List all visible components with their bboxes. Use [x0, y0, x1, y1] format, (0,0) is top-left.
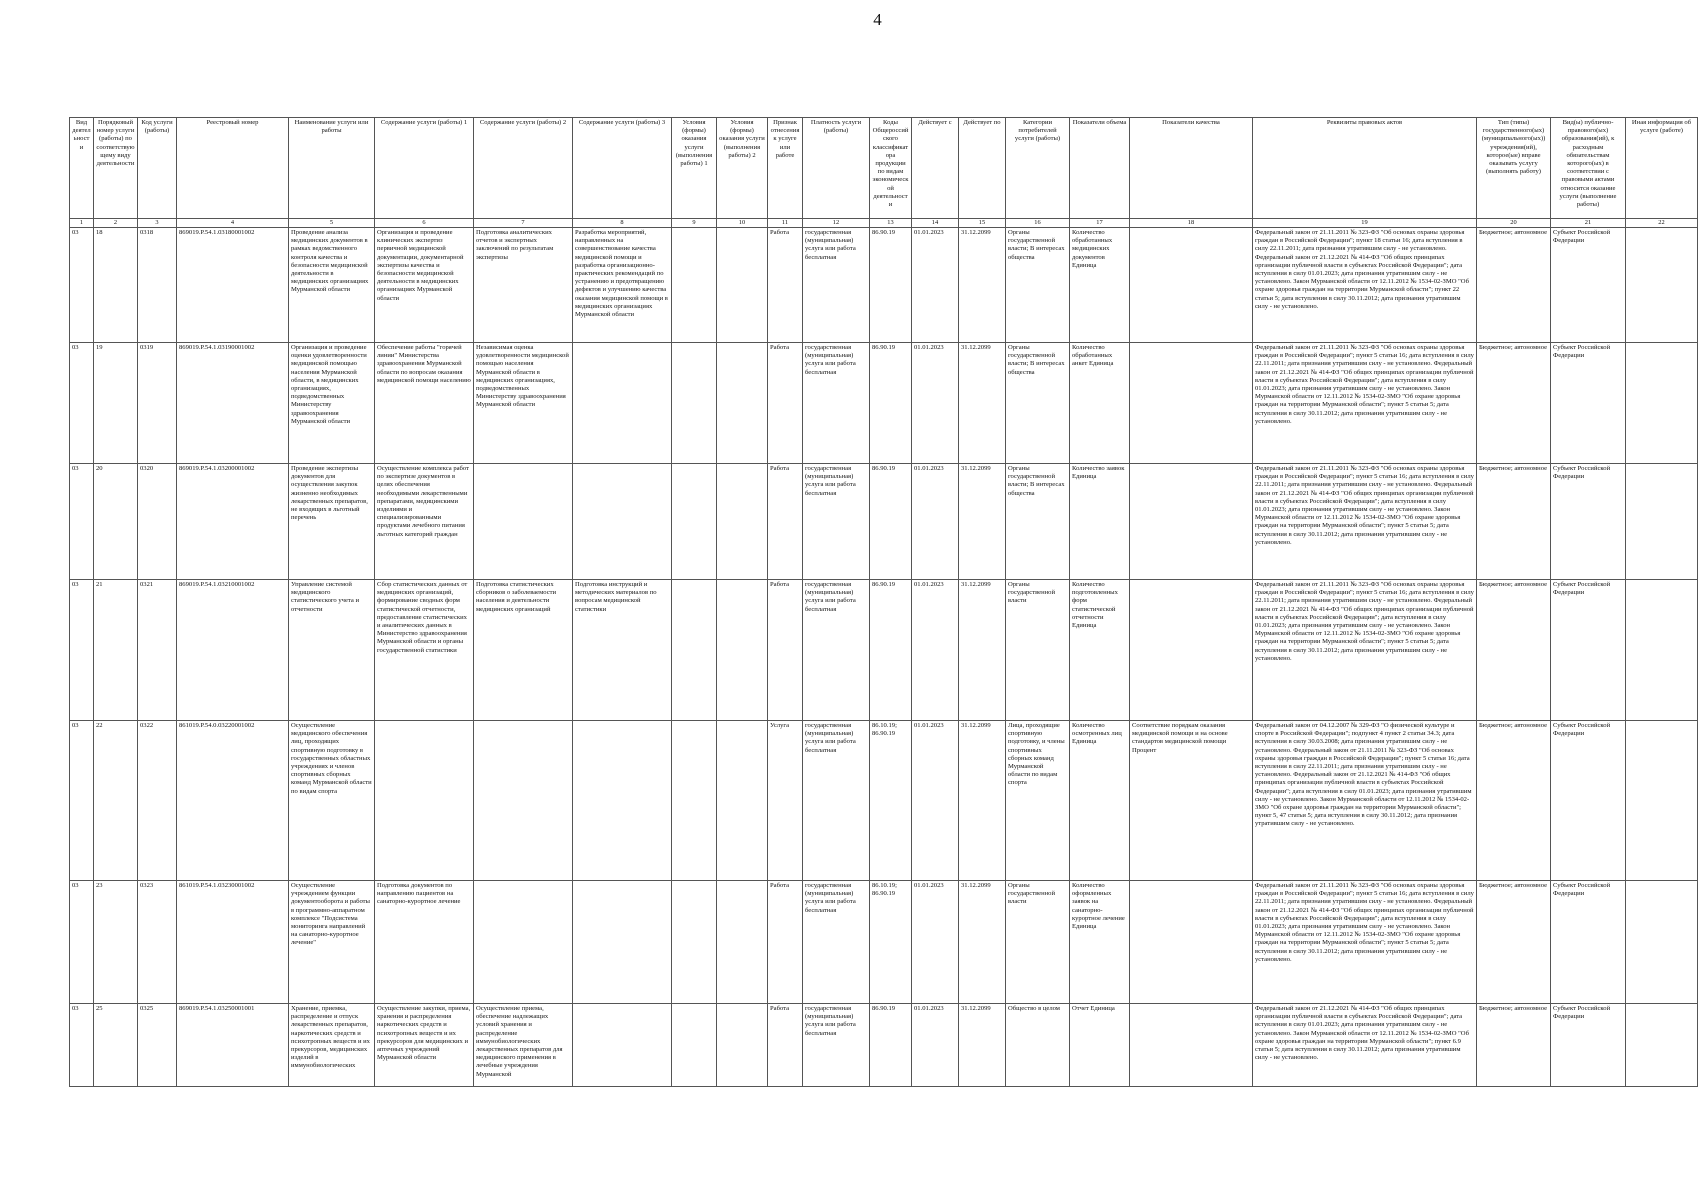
table-cell: Бюджетное; автономное: [1477, 1004, 1551, 1087]
header-row: [70, 118, 1698, 219]
table-cell: Бюджетное; автономное: [1477, 343, 1551, 464]
table-cell: Подготовка инструкций и методических материалов по вопросам медицинской статистики: [573, 580, 672, 721]
table-cell: [573, 721, 672, 881]
table-cell: Органы государственной власти: [1006, 580, 1070, 721]
table-cell: [672, 580, 717, 721]
table-cell: [573, 1004, 672, 1087]
table-cell: Осуществление комплекса работ по экспертизе документов в целях обеспечения необходимыми лекарственными препаратами, медицинскими изделиями и специализированными продуктами лечебного питания льготных категорий граждан: [375, 464, 474, 580]
header-cell: Содержание услуги (работы) 2: [474, 118, 573, 219]
table-cell: 20: [94, 464, 138, 580]
table-cell: 01.01.2023: [912, 228, 959, 343]
services-register-table: [69, 117, 1698, 1087]
header-cell: Вид(ы) публично-правового(ых) образования(ий), к расходным обязательствам которого(ых) в соответствии с правовыми актами относится оказание услуги (выполнение работы): [1551, 118, 1626, 219]
table-cell: Бюджетное; автономное: [1477, 721, 1551, 881]
column-number: 6: [375, 219, 474, 228]
table-cell: Сбор статистических данных от медицинских организаций, формирование сводных форм статистической отчетности, предоставление статистических и аналитических данных в Министерство здравоохранения Мурманской области и органы государственной статистики: [375, 580, 474, 721]
header-cell: Реестровый номер: [177, 118, 289, 219]
table-cell: [717, 228, 768, 343]
table-cell: 22: [94, 721, 138, 881]
table-cell: государственная (муниципальная) услуга или работа бесплатная: [803, 721, 870, 881]
table-cell: [573, 881, 672, 1004]
column-number: 9: [672, 219, 717, 228]
table-cell: 0318: [138, 228, 177, 343]
table-cell: [672, 228, 717, 343]
header-cell: Реквизиты правовых актов: [1253, 118, 1477, 219]
table-cell: Работа: [768, 881, 803, 1004]
table-cell: Бюджетное; автономное: [1477, 228, 1551, 343]
table-cell: Независимая оценка удовлетворенности медицинской помощью населения Мурманской области в медицинских организациях, подведомственных Министерству здравоохранения Мурманской области: [474, 343, 573, 464]
table-cell: 03: [70, 343, 94, 464]
table-cell: 861019.Р.54.0.03220001002: [177, 721, 289, 881]
table-cell: [672, 1004, 717, 1087]
table-cell: Работа: [768, 464, 803, 580]
table-cell: 86.10.19; 86.90.19: [870, 721, 912, 881]
column-number: 7: [474, 219, 573, 228]
table-cell: [717, 580, 768, 721]
table-cell: Подготовка статистических сборников о заболеваемости населения и деятельности медицинских организаций: [474, 580, 573, 721]
table-cell: 0321: [138, 580, 177, 721]
table-cell: 0325: [138, 1004, 177, 1087]
table-cell: [1130, 464, 1253, 580]
table-cell: 86.90.19: [870, 343, 912, 464]
table-cell: Работа: [768, 228, 803, 343]
column-number-row: [70, 219, 1698, 228]
table-cell: государственная (муниципальная) услуга или работа бесплатная: [803, 228, 870, 343]
table-cell: Субъект Российской Федерации: [1551, 881, 1626, 1004]
table-cell: Субъект Российской Федерации: [1551, 228, 1626, 343]
column-number: 14: [912, 219, 959, 228]
table-cell: 03: [70, 464, 94, 580]
table-cell: Подготовка аналитических отчетов и экспертных заключений по результатам экспертизы: [474, 228, 573, 343]
column-number: 22: [1626, 219, 1698, 228]
table-cell: 01.01.2023: [912, 343, 959, 464]
table-cell: 86.90.19: [870, 464, 912, 580]
table-cell: Организация и проведение клинических экспертиз первичной медицинской документации, документарной экспертизы качества и безопасности медицинской деятельности в медицинских организациях Мурманской области: [375, 228, 474, 343]
table-cell: [1626, 580, 1698, 721]
table-cell: [1130, 343, 1253, 464]
table-cell: [573, 464, 672, 580]
table-cell: Субъект Российской Федерации: [1551, 580, 1626, 721]
table-cell: 86.90.19: [870, 1004, 912, 1087]
table-cell: государственная (муниципальная) услуга или работа бесплатная: [803, 1004, 870, 1087]
table-cell: Управление системой медицинского статистического учета и отчетности: [289, 580, 375, 721]
column-number: 19: [1253, 219, 1477, 228]
table-cell: [573, 343, 672, 464]
table-cell: 03: [70, 1004, 94, 1087]
header-cell: Действует с: [912, 118, 959, 219]
table-cell: [1626, 721, 1698, 881]
table-cell: [1626, 1004, 1698, 1087]
table-cell: Федеральный закон от 21.11.2011 № 323-ФЗ "Об основах охраны здоровья граждан в Российской Федерации"; пункт 18 статьи 16; дата вступления в силу 22.11.2011; дата признания утратившим силу - не установлено. Федеральный закон от 21.12.2021 № 414-ФЗ "Об общих принципах организации публичной власти в субъектах Российской Федерации"; дата вступления в силу 01.01.2023; дата признания утратившим силу - не установлено. Закон Мурманской области от 12.11.2012 № 1534-02-ЗМО "Об охране здоровья граждан на территории Мурманской области"; пункт 22 статьи 5; дата вступления в силу 30.11.2012; дата признания утратившим силу - не установлено.: [1253, 228, 1477, 343]
table-cell: Подготовка документов по направлению пациентов на санаторно-курортное лечение: [375, 881, 474, 1004]
table-cell: 31.12.2099: [959, 1004, 1006, 1087]
header-cell: Код услуги (работы): [138, 118, 177, 219]
header-cell: Условия (формы) оказания услуги (выполнения работы) 1: [672, 118, 717, 219]
table-cell: 03: [70, 580, 94, 721]
table-cell: Органы государственной власти; В интересах общества: [1006, 343, 1070, 464]
table-cell: [717, 881, 768, 1004]
table-cell: 0322: [138, 721, 177, 881]
table-cell: 03: [70, 881, 94, 1004]
table-cell: 31.12.2099: [959, 721, 1006, 881]
column-number: 17: [1070, 219, 1130, 228]
table-cell: 86.90.19: [870, 580, 912, 721]
table-cell: Количество обработанных анкет Единица: [1070, 343, 1130, 464]
header-cell: Условия (формы) оказания услуги (выполнения работы) 2: [717, 118, 768, 219]
column-number: 21: [1551, 219, 1626, 228]
table-row: [70, 721, 1698, 881]
header-cell: Иная информация об услуге (работе): [1626, 118, 1698, 219]
column-number: 15: [959, 219, 1006, 228]
table-cell: Органы государственной власти; В интересах общества: [1006, 464, 1070, 580]
table-cell: государственная (муниципальная) услуга или работа бесплатная: [803, 580, 870, 721]
table-cell: Количество осмотренных лиц Единица: [1070, 721, 1130, 881]
table-cell: Количество подготовленных форм статистической отчетности Единица: [1070, 580, 1130, 721]
header-cell: Платность услуги (работы): [803, 118, 870, 219]
column-number: 12: [803, 219, 870, 228]
table-cell: 03: [70, 721, 94, 881]
table-cell: Соответствие порядкам оказания медицинской помощи и на основе стандартов медицинской помощи Процент: [1130, 721, 1253, 881]
table-cell: государственная (муниципальная) услуга или работа бесплатная: [803, 881, 870, 1004]
table-cell: Количество заявок Единица: [1070, 464, 1130, 580]
table-row: [70, 1004, 1698, 1087]
table-cell: 31.12.2099: [959, 343, 1006, 464]
table-cell: [1130, 881, 1253, 1004]
column-number: 11: [768, 219, 803, 228]
table-cell: 19: [94, 343, 138, 464]
table-cell: Федеральный закон от 21.11.2011 № 323-ФЗ "Об основах охраны здоровья граждан в Российской Федерации"; пункт 5 статьи 16; дата вступления в силу 22.11.2011; дата признания утратившим силу - не установлено. Федеральный закон от 21.12.2021 № 414-ФЗ "Об общих принципах организации публичной власти в субъектах Российской Федерации"; дата вступления в силу 01.01.2023; дата признания утратившим силу - не установлено. Закон Мурманской области от 12.11.2012 № 1534-02-ЗМО "Об охране здоровья граждан на территории Мурманской области"; пункт 5 статьи 5; дата вступления в силу 30.11.2012; дата признания утратившим силу - не установлено.: [1253, 580, 1477, 721]
column-number: 1: [70, 219, 94, 228]
table-cell: Субъект Российской Федерации: [1551, 721, 1626, 881]
table-cell: Работа: [768, 343, 803, 464]
table-cell: 0323: [138, 881, 177, 1004]
header-cell: Категории потребителей услуги (работы): [1006, 118, 1070, 219]
table-cell: Федеральный закон от 21.12.2021 № 414-ФЗ "Об общих принципах организации публичной власти в субъектах Российской Федерации"; дата вступления в силу 01.01.2023; дата признания утратившим силу - не установлено. Закон Мурманской области от 12.11.2012 № 1534-02-ЗМО "Об охране здоровья граждан на территории Мурманской области"; пункт 6.9 статьи 5; дата вступления в силу 30.11.2012; дата признания утратившим силу - не установлено.: [1253, 1004, 1477, 1087]
header-cell: Коды Общероссийского классификатора продукции по видам экономической деятельности: [870, 118, 912, 219]
table-cell: Субъект Российской Федерации: [1551, 464, 1626, 580]
column-number: 3: [138, 219, 177, 228]
table-cell: 31.12.2099: [959, 228, 1006, 343]
header-cell: Содержание услуги (работы) 1: [375, 118, 474, 219]
table-row: [70, 464, 1698, 580]
table-cell: Обеспечение работы "горячей линии" Министерства здравоохранения Мурманской области по вопросам оказания медицинской помощи населению: [375, 343, 474, 464]
table-cell: Общество в целом: [1006, 1004, 1070, 1087]
table-cell: Работа: [768, 580, 803, 721]
column-number: 16: [1006, 219, 1070, 228]
column-number: 13: [870, 219, 912, 228]
table-cell: [1130, 1004, 1253, 1087]
table-cell: Лица, проходящие спортивную подготовку, и члены спортивных сборных команд Мурманской области по видам спорта: [1006, 721, 1070, 881]
column-number: 5: [289, 219, 375, 228]
column-number: 2: [94, 219, 138, 228]
table-row: [70, 580, 1698, 721]
table-cell: Бюджетное; автономное: [1477, 464, 1551, 580]
table-cell: Федеральный закон от 21.11.2011 № 323-ФЗ "Об основах охраны здоровья граждан в Российской Федерации"; пункт 5 статьи 16; дата вступления в силу 22.11.2011; дата признания утратившим силу - не установлено. Федеральный закон от 21.12.2021 № 414-ФЗ "Об общих принципах организации публичной власти в субъектах Российской Федерации"; дата вступления в силу 01.01.2023; дата признания утратившим силу - не установлено. Закон Мурманской области от 12.11.2012 № 1534-02-ЗМО "Об охране здоровья граждан на территории Мурманской области"; пункт 5 статьи 5; дата вступления в силу 30.11.2012; дата признания утратившим силу - не установлено.: [1253, 464, 1477, 580]
header-cell: Признак отнесения к услуге или работе: [768, 118, 803, 219]
table-cell: Субъект Российской Федерации: [1551, 1004, 1626, 1087]
table-cell: 869019.Р.54.1.03250001001: [177, 1004, 289, 1087]
header-cell: Показатели объема: [1070, 118, 1130, 219]
table-cell: Субъект Российской Федерации: [1551, 343, 1626, 464]
table-cell: Работа: [768, 1004, 803, 1087]
table-cell: Количество оформленных заявок на санаторно-курортное лечение Единица: [1070, 881, 1130, 1004]
header-cell: Вид деятельности: [70, 118, 94, 219]
table-cell: Осуществление учреждением функции документооборота и работы в программно-аппаратном комплексе "Подсистема мониторинга направлений на санаторно-курортное лечение": [289, 881, 375, 1004]
header-cell: Показатели качества: [1130, 118, 1253, 219]
table-cell: Бюджетное; автономное: [1477, 580, 1551, 721]
table-cell: [672, 464, 717, 580]
header-cell: Действует по: [959, 118, 1006, 219]
table-cell: Бюджетное; автономное: [1477, 881, 1551, 1004]
table-cell: 31.12.2099: [959, 881, 1006, 1004]
page-number: 4: [873, 10, 882, 29]
column-number: 8: [573, 219, 672, 228]
table-cell: [717, 721, 768, 881]
table-cell: 01.01.2023: [912, 881, 959, 1004]
table-cell: Федеральный закон от 21.11.2011 № 323-ФЗ "Об основах охраны здоровья граждан в Российской Федерации"; пункт 5 статьи 16; дата вступления в силу 22.11.2011; дата признания утратившим силу - не установлено. Федеральный закон от 21.12.2021 № 414-ФЗ "Об общих принципах организации публичной власти в субъектах Российской Федерации"; дата вступления в силу 01.01.2023; дата признания утратившим силу - не установлено. Закон Мурманской области от 12.11.2012 № 1534-02-ЗМО "Об охране здоровья граждан на территории Мурманской области"; пункт 5 статьи 5; дата вступления в силу 30.11.2012; дата признания утратившим силу - не установлено.: [1253, 881, 1477, 1004]
table-cell: 01.01.2023: [912, 721, 959, 881]
table-cell: 869019.Р.54.1.03210001002: [177, 580, 289, 721]
table-cell: 869019.Р.54.1.03200001002: [177, 464, 289, 580]
table-cell: 25: [94, 1004, 138, 1087]
table-cell: 86.10.19; 86.90.19: [870, 881, 912, 1004]
table-cell: 21: [94, 580, 138, 721]
table-cell: 18: [94, 228, 138, 343]
table-row: [70, 343, 1698, 464]
table-cell: Хранение, приемка, распределение и отпуск лекарственных препаратов, наркотических средств и психотропных веществ и их прекурсоров, медицинских изделий в иммунобиологических: [289, 1004, 375, 1087]
table-cell: 0319: [138, 343, 177, 464]
table-cell: [1626, 881, 1698, 1004]
table-cell: Услуга: [768, 721, 803, 881]
table-cell: 31.12.2099: [959, 464, 1006, 580]
column-number: 4: [177, 219, 289, 228]
table-cell: 01.01.2023: [912, 464, 959, 580]
table-row: [70, 881, 1698, 1004]
table-cell: Проведение анализа медицинских документов в рамках ведомственного контроля качества и безопасности медицинской деятельности в медицинских организациях Мурманской области: [289, 228, 375, 343]
column-number: 18: [1130, 219, 1253, 228]
table-cell: [1130, 580, 1253, 721]
table-row: [70, 228, 1698, 343]
table-cell: [672, 343, 717, 464]
table-cell: [717, 343, 768, 464]
table-cell: 869019.Р.54.1.03190001002: [177, 343, 289, 464]
table-cell: 03: [70, 228, 94, 343]
table-cell: Проведение экспертизы документов для осуществления закупок жизненно необходимых лекарственных препаратов, не входящих в льготный перечень: [289, 464, 375, 580]
table-cell: [672, 881, 717, 1004]
table-cell: 0320: [138, 464, 177, 580]
column-number: 10: [717, 219, 768, 228]
table-cell: государственная (муниципальная) услуга или работа бесплатная: [803, 464, 870, 580]
header-cell: Содержание услуги (работы) 3: [573, 118, 672, 219]
table-cell: [474, 881, 573, 1004]
header-cell: Порядковый номер услуги (работы) по соответствующему виду деятельности: [94, 118, 138, 219]
table-cell: Организация и проведение оценки удовлетворенности медицинской помощью населения Мурманской области, в медицинских организациях, подведомственных Министерству здравоохранения Мурманской области: [289, 343, 375, 464]
table-cell: 86.90.19: [870, 228, 912, 343]
table-cell: 869019.Р.54.1.03180001002: [177, 228, 289, 343]
table-cell: государственная (муниципальная) услуга или работа бесплатная: [803, 343, 870, 464]
table-cell: 01.01.2023: [912, 580, 959, 721]
table-cell: Органы государственной власти: [1006, 881, 1070, 1004]
table-cell: Разработка мероприятий, направленных на совершенствование качества медицинской помощи и разработка организационно-практических рекомендаций по устранению и предотвращению дефектов и улучшению качества оказания медицинской помощи в медицинских организациях Мурманской области: [573, 228, 672, 343]
header-cell: Тип (типы) государственного(ых) (муниципального(ых)) учреждения(ий), которое(ые) вправе оказывать услугу (выполнять работу): [1477, 118, 1551, 219]
table-body: [70, 228, 1698, 1087]
table-cell: Федеральный закон от 21.11.2011 № 323-ФЗ "Об основах охраны здоровья граждан в Российской Федерации"; пункт 5 статьи 16; дата вступления в силу 22.11.2011; дата признания утратившим силу - не установлено. Федеральный закон от 21.12.2021 № 414-ФЗ "Об общих принципах организации публичной власти в субъектах Российской Федерации"; дата вступления в силу 01.01.2023; дата признания утратившим силу - не установлено. Закон Мурманской области от 12.11.2012 № 1534-02-ЗМО "Об охране здоровья граждан на территории Мурманской области"; пункт 5 статьи 5; дата вступления в силу 30.11.2012; дата признания утратившим силу - не установлено.: [1253, 343, 1477, 464]
table-cell: 01.01.2023: [912, 1004, 959, 1087]
table-cell: [1626, 464, 1698, 580]
table-cell: [1626, 343, 1698, 464]
table-cell: Органы государственной власти; В интересах общества: [1006, 228, 1070, 343]
table-cell: Осуществление медицинского обеспечения лиц, проходящих спортивную подготовку в государственных областных учреждениях и членов спортивных сборных команд Мурманской области по видам спорта: [289, 721, 375, 881]
table-cell: Федеральный закон от 04.12.2007 № 329-ФЗ "О физической культуре и спорте в Российской Федерации"; подпункт 4 пункт 2 статьи 34.3; дата вступления в силу 30.03.2008; дата признания утратившим силу - не установлено. Федеральный закон от 21.11.2011 № 323-ФЗ "Об основах охраны здоровья граждан в Российской Федерации"; пункт 5 статьи 16; дата вступления в силу 22.11.2011; дата признания утратившим силу - не установлено. Федеральный закон от 21.12.2021 № 414-ФЗ "Об общих принципах организации публичной власти в субъектах Российской Федерации"; дата вступления в силу 01.01.2023; дата признания утратившим силу - не установлено. Закон Мурманской области от 12.11.2012 № 1534-02-ЗМО "Об охране здоровья граждан на территории Мурманской области"; пункт 5, 47 статьи 5; дата вступления в силу 30.11.2012; дата признания утратившим силу - не установлено.: [1253, 721, 1477, 881]
table-cell: [474, 721, 573, 881]
table-cell: Осуществление приема, обеспечение надлежащих условий хранения и распределение иммунобиологических лекарственных препаратов для медицинского применения в лечебные учреждения Мурманской: [474, 1004, 573, 1087]
table-cell: [717, 1004, 768, 1087]
table-cell: [375, 721, 474, 881]
table-cell: [717, 464, 768, 580]
header-cell: Наименование услуги или работы: [289, 118, 375, 219]
table-cell: [1626, 228, 1698, 343]
table-cell: Осуществление закупки, приема, хранения и распределения наркотических средств и психотропных веществ и их прекурсоров для медицинских и аптечных учреждений Мурманской области: [375, 1004, 474, 1087]
table-cell: 23: [94, 881, 138, 1004]
column-number: 20: [1477, 219, 1551, 228]
table-cell: [474, 464, 573, 580]
table-cell: [1130, 228, 1253, 343]
table-cell: [672, 721, 717, 881]
table-cell: 861019.Р.54.1.03230001002: [177, 881, 289, 1004]
table-cell: Отчет Единица: [1070, 1004, 1130, 1087]
table-cell: 31.12.2099: [959, 580, 1006, 721]
table-cell: Количество обработанных медицинских документов Единица: [1070, 228, 1130, 343]
